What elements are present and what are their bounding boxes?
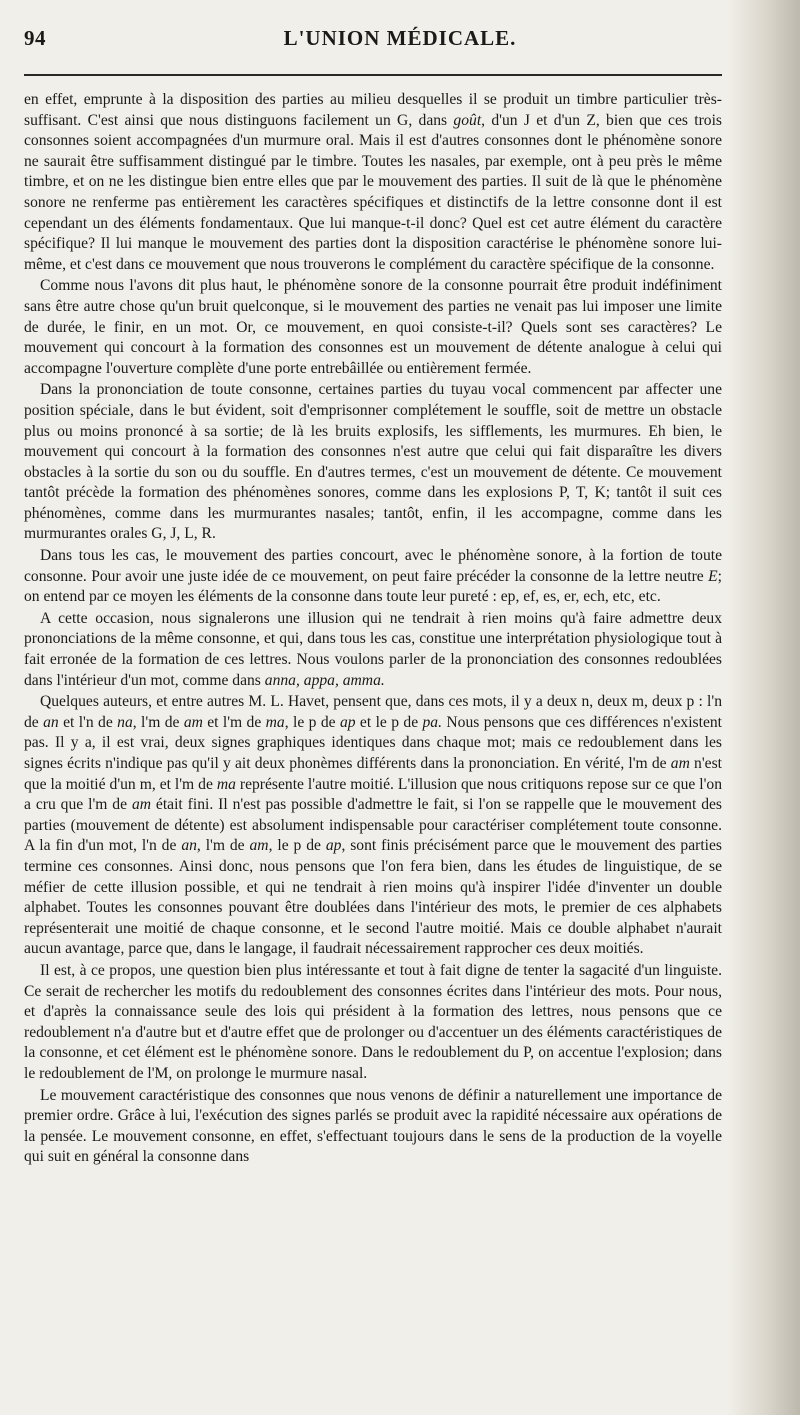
- body-paragraph: [24, 546, 722, 608]
- italic-text: ap: [325, 837, 342, 855]
- paragraph-text: , l'm de: [196, 837, 250, 855]
- header-rule: [24, 74, 722, 76]
- paragraph-text: , le p de: [284, 713, 340, 731]
- italic-text: na: [117, 713, 133, 731]
- binding-gutter-shadow: [728, 0, 800, 1415]
- paragraph-text: Il est, à ce propos, une question bien plus intéressante et tout à fait digne de tenter la sagacité d'un linguiste. Ce serait de rechercher les motifs du redoublement des consonnes écrites dans l'intérieur des mots. Pour nous, et d'après la connaissance seule des lois qui président à la formation des lettres, nous pensons que ce redoublement n'a d'autre but et d'autre effet que de prolonger ou d'accentuer un des éléments caractéristiques de la consonne, et cet élément est le phénomène sonore. Dans le redoublement du P, on accentue l'explosion; dans le redoublement de l'M, on prolonge le murmure nasal.: [24, 961, 722, 1082]
- italic-text: an: [181, 837, 197, 855]
- italic-text: am: [249, 837, 269, 855]
- paragraph-text: Dans tous les cas, le mouvement des parties concourt, avec le phénomène sonore, à la fortion de toute consonne. Pour avoir une juste idée de ce mouvement, on peut faire précéder la consonne de la lettre neutre: [24, 547, 722, 585]
- italic-text: ma: [216, 775, 236, 793]
- italic-text: ap: [339, 713, 356, 731]
- italic-text: anna, appa, amma.: [264, 671, 385, 689]
- paragraph-text: et le p de: [355, 713, 423, 731]
- paragraph-text: et l'n de: [58, 713, 118, 731]
- body-paragraph: [24, 90, 722, 275]
- body-paragraph: [24, 380, 722, 545]
- paragraph-text: , le p de: [268, 837, 326, 855]
- page-number: 94: [24, 26, 46, 50]
- paragraph-text: représente l'autre moitié. L'illusion que nous critiquons repose sur ce que l'on a cru que l'm de: [24, 775, 722, 814]
- article-body: [24, 90, 722, 1168]
- italic-text: goût: [453, 111, 482, 129]
- italic-text: am: [670, 755, 690, 772]
- paragraph-text: et l'm de: [202, 713, 266, 731]
- italic-text: am: [183, 713, 203, 731]
- italic-text: pa.: [422, 713, 442, 731]
- body-paragraph: [24, 961, 722, 1085]
- italic-text: ma: [265, 713, 285, 731]
- paragraph-text: Nous pensons que ces différences n'existent pas. Il y a, il est vrai, deux signes graphiques identiques dans chaque mot; mais ce redoublement dans les signes écrits n'indique pas qu'il y ait deux phonèmes différents dans la prononciation. En vérité, l'm de: [24, 713, 722, 772]
- paragraph-text: était fini. Il n'est pas possible d'admettre le fait, si l'on se rappelle que le mouvement des parties (mouvement de détente) est absolument indispensable pour caractériser complétement toute consonne. A la fin d'un mot, l'n de: [24, 796, 722, 855]
- paragraph-text: , d'un J et d'un Z, bien que ces trois consonnes soient accompagnées d'un murmure oral. Mais il est d'autres consonnes dont le phénomène sonore ne saurait être suffisamment distingué par le timbre. Toutes les nasales, par exemple, ont à peu près le même timbre, et on ne les distingue bien entre elles que par le mouvement des parties. Il suit de là que le phénomène sonore ne renferme pas entièrement les caractères spécifiques et distinctifs de la lettre consonne dont il est cependant un des éléments fondamentaux. Que lui manque-t-il donc? Quel est cet autre élément du caractère spécifique? Il lui manque le mouvement des parties dont la disposition caractérise le phénomène sonore lui-même, et c'est dans ce mouvement que nous trouverons le complément du caractère spécifique de la consonne.: [24, 111, 722, 273]
- body-paragraph: [24, 692, 722, 960]
- italic-text: E: [708, 567, 718, 585]
- paragraph-text: n'est que la moitié d'un m, et l'm de: [24, 755, 722, 793]
- italic-text: am: [131, 796, 151, 814]
- paragraph-text: , l'm de: [132, 713, 184, 731]
- paragraph-text: en effet, emprunte à la disposition des parties au milieu desquelles il se produit un timbre particulier très-suffisant. C'est ainsi que nous distinguons facilement un G, dans: [24, 91, 722, 129]
- body-paragraph: [24, 276, 722, 379]
- paragraph-text: A cette occasion, nous signalerons une illusion qui ne tendrait à rien moins qu'à faire admettre deux prononciations de la même consonne, et qui, dans tous les cas, constitue une interprétation physiologique tout à fait erronée de la formation de ces lettres. Nous voulons parler de la prononciation des consonnes redoublées dans l'intérieur d'un mot, comme dans: [24, 609, 722, 689]
- journal-title: L'UNION MÉDICALE.: [283, 26, 517, 50]
- paragraph-text: ; on entend par ce moyen les éléments de la consonne dans toute leur pureté : ep, ef, es, er, ech, etc, etc.: [24, 567, 722, 606]
- italic-text: an: [43, 713, 59, 731]
- body-paragraph: [24, 609, 722, 691]
- paragraph-text: Quelques auteurs, et entre autres M. L. Havet, pensent que, dans ces mots, il y a deux n, deux m, deux p : l'n de: [24, 693, 722, 731]
- paragraph-text: , sont finis précisément parce que le mouvement des parties termine ces consonnes. Ainsi donc, nous pensons que l'on fera bien, dans les études de linguistique, de se méfier de cette illusion possible, et qui ne tendrait à rien moins qu'à inspirer l'idée d'inventer un double alphabet. Toutes les consonnes pouvant être doublées dans l'intérieur des mots, le premier de ces alphabets représenterait une moitié de chaque consonne, et le second l'autre moitié. Mais ce double alphabet n'aurait aucun avantage, parce que, dans le langage, il faudrait nécessairement rapprocher ces deux moitiés.: [24, 837, 722, 958]
- paragraph-text: Comme nous l'avons dit plus haut, le phénomène sonore de la consonne pourrait être produit indéfiniment sans être autre chose qu'un bruit quelconque, si le mouvement des parties ne venait pas lui imposer une limite de durée, le finir, en un mot. Or, ce mouvement, en quoi consiste-t-il? Quels sont ses caractères? Le mouvement qui concourt à la formation des consonnes est un mouvement de détente analogue à celui qui accompagne l'ouverture complète d'une porte entrebâillée ou entièrement fermée.: [24, 277, 722, 377]
- paragraph-text: Dans la prononciation de toute consonne, certaines parties du tuyau vocal commencent par affecter une position spéciale, dans le but évident, soit d'emprisonner complétement le souffle, soit de mettre un obstacle plus ou moins prononcé à sa sortie; de là les bruits explosifs, les sifflements, les murmures. Eh bien, le mouvement qui concourt à la formation des consonnes n'est autre que celui qui fait disparaître les divers obstacles à la sortie du son ou du souffle. En d'autres termes, c'est un mouvement de détente. Ce mouvement tantôt précède la formation des phénomènes sonores, comme dans les explosions P, T, K; tantôt il suit ces phénomènes, comme dans les murmurantes nasales; tantôt, enfin, il les accompagne, comme dans les murmurantes orales G, J, L, R.: [24, 381, 722, 543]
- paragraph-text: Le mouvement caractéristique des consonnes que nous venons de définir a naturellement une importance de premier ordre. Grâce à lui, l'exécution des signes parlés se produit avec la rapidité nécessaire aux opérations de la pensée. Le mouvement consonne, en effet, s'effectuant toujours dans le sens de la production de la voyelle qui suit en général la consonne dans: [24, 1086, 722, 1166]
- body-paragraph: [24, 1086, 722, 1168]
